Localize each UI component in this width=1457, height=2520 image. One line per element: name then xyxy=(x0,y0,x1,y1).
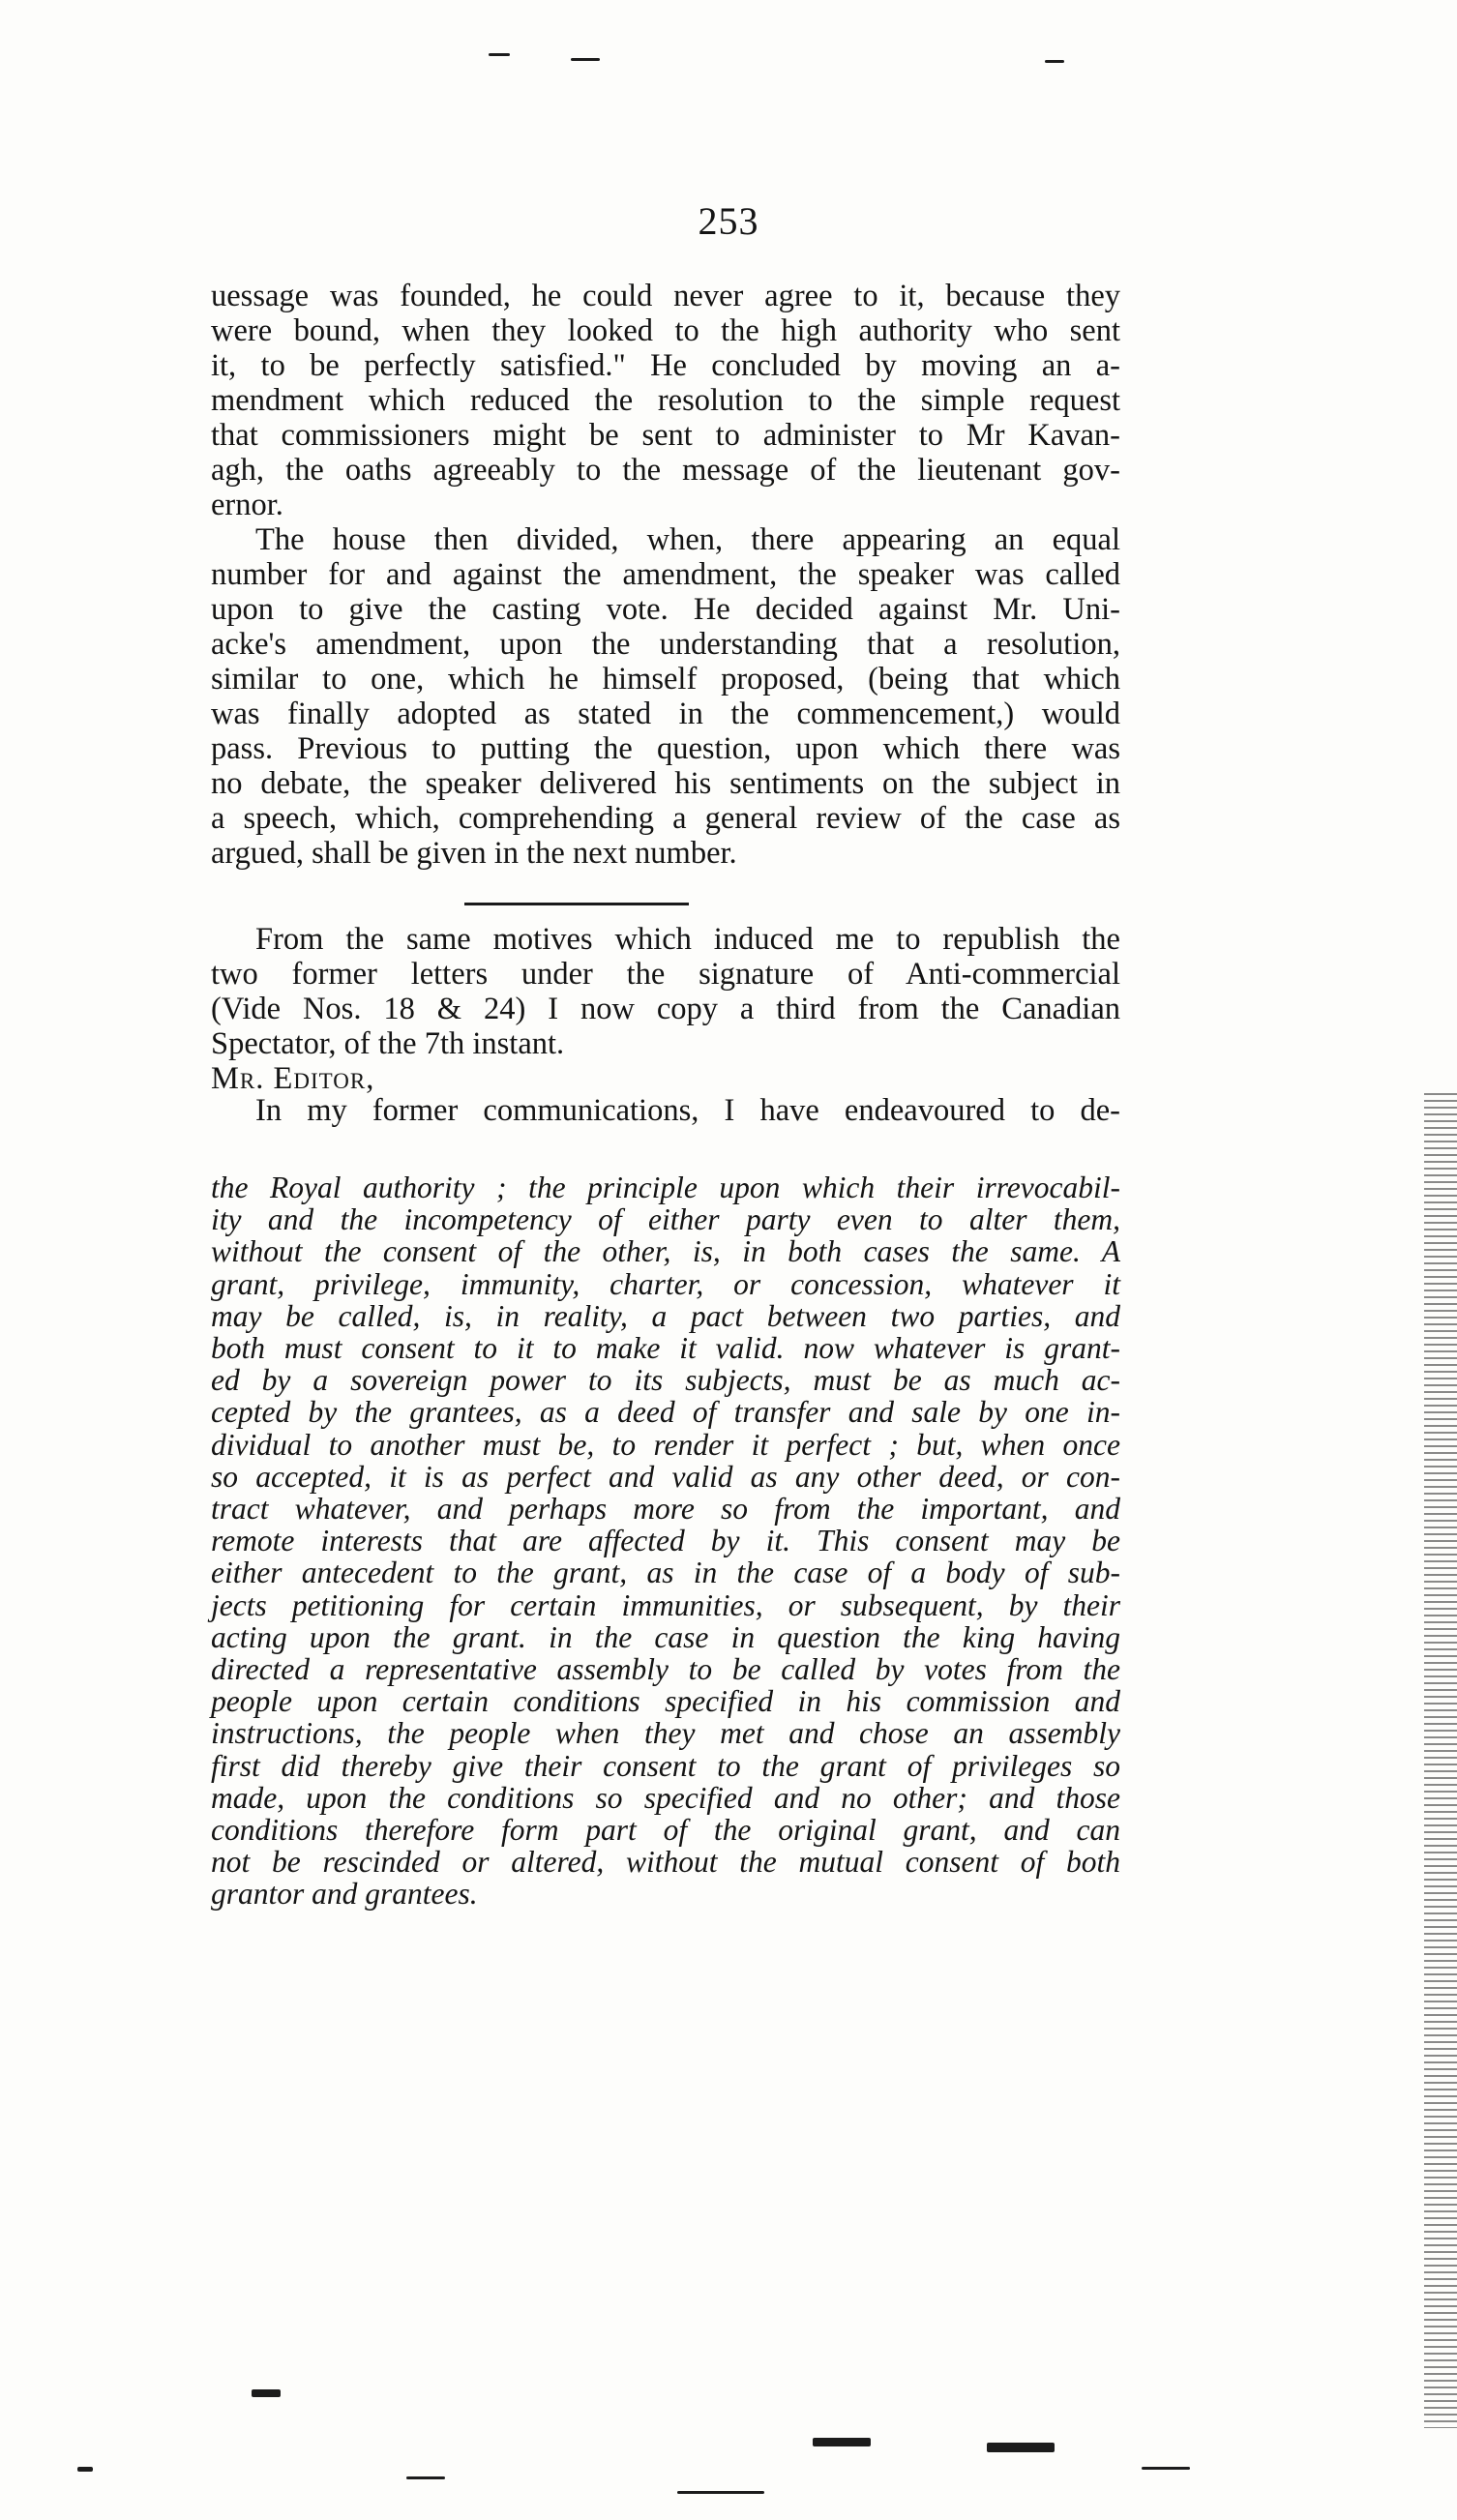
text-line: cepted by the grantees, as a deed of transfer and sale by one in- xyxy=(211,1395,1120,1430)
scan-speck xyxy=(406,2476,445,2479)
text-line: instructions, the people when they met and chose an assembly xyxy=(211,1716,1120,1751)
text-line: The house then divided, when, there appearing an equal xyxy=(255,522,1120,557)
text-line: mendment which reduced the resolution to the simple request xyxy=(211,383,1120,418)
scan-speck xyxy=(1045,60,1064,63)
section-divider-rule xyxy=(464,903,689,905)
text-line: (Vide Nos. 18 & 24) I now copy a third from the Canadian xyxy=(211,992,1120,1026)
text-line: argued, shall be given in the next number. xyxy=(211,836,737,871)
text-line: pass. Previous to putting the question, upon which there was xyxy=(211,731,1120,766)
scan-speck xyxy=(987,2443,1055,2452)
text-line: Spectator, of the 7th instant. xyxy=(211,1026,565,1061)
page-number: 253 xyxy=(698,199,759,243)
text-line: were bound, when they looked to the high authority who sent xyxy=(211,313,1120,348)
text-line: conditions therefore form part of the original grant, and can xyxy=(211,1813,1120,1848)
text-line: ernor. xyxy=(211,488,283,522)
text-line: not be rescinded or altered, without the mutual consent of both xyxy=(211,1845,1120,1880)
text-line: jects petitioning for certain immunities, or subsequent, by their xyxy=(211,1587,1120,1622)
paragraph-republish-note xyxy=(211,922,1120,1061)
scan-binding-edge xyxy=(1424,1093,1457,2428)
scan-speck xyxy=(489,53,510,56)
paragraph-royal-authority xyxy=(211,1171,1120,1911)
scan-speck xyxy=(252,2389,281,2397)
text-line: ed by a sovereign power to its subjects, must be as much ac- xyxy=(211,1363,1120,1398)
text-line: it, to be perfectly satisfied." He concluded by moving an a- xyxy=(211,348,1120,383)
text-line: may be called, is, in reality, a pact between two parties, and xyxy=(211,1298,1120,1333)
salutation-text: Mr. Editor, xyxy=(211,1061,375,1096)
text-line: so accepted, it is as perfect and valid as any other deed, or con- xyxy=(211,1459,1120,1494)
scan-speck xyxy=(677,2491,764,2494)
text-line: tract whatever, and perhaps more so from the important, and xyxy=(211,1492,1120,1527)
text-line: number for and against the amendment, the speaker was called xyxy=(211,557,1120,592)
text-line: remote interests that are affected by it. This consent may be xyxy=(211,1524,1120,1558)
paragraph-house-divided xyxy=(211,522,1120,871)
text-line: the Royal authority ; the principle upon which their irrevocabil- xyxy=(211,1171,1120,1204)
text-line: no debate, the speaker delivered his sentiments on the subject in xyxy=(211,766,1120,801)
text-line: people upon certain conditions specified in his commission and xyxy=(211,1684,1120,1719)
text-line: grant, privilege, immunity, charter, or concession, whatever it xyxy=(211,1266,1120,1301)
text-line: two former letters under the signature of Anti-commercial xyxy=(211,957,1120,992)
text-line: From the same motives which induced me to republish the xyxy=(255,922,1120,957)
text-line: either antecedent to the grant, as in the case of a body of sub- xyxy=(211,1556,1120,1590)
text-line: grantor and grantees. xyxy=(211,1877,478,1912)
text-line: that commissioners might be sent to administer to Mr Kavan- xyxy=(211,418,1120,453)
text-line: acting upon the grant. in the case in question the king having xyxy=(211,1619,1120,1654)
text-line: In my former communications, I have endeavoured to de- xyxy=(255,1093,1120,1128)
text-line: dividual to another must be, to render it perfect ; but, when once xyxy=(211,1427,1120,1462)
text-line: acke's amendment, upon the understanding that a resolution, xyxy=(211,627,1120,662)
text-line: similar to one, which he himself proposed, (being that which xyxy=(211,662,1120,697)
text-line: a speech, which, comprehending a general review of the case as xyxy=(211,801,1120,836)
scan-speck xyxy=(813,2438,871,2446)
text-line: without the consent of the other, is, in both cases the same. A xyxy=(211,1234,1120,1269)
scan-speck xyxy=(1142,2467,1190,2470)
letter-salutation xyxy=(211,1061,1120,1096)
paragraph-continued-message xyxy=(211,279,1120,522)
text-line: ity and the incompetency of either party even to alter them, xyxy=(211,1202,1120,1237)
text-line: both must consent to it to make it valid. now whatever is grant- xyxy=(211,1331,1120,1366)
text-line: directed a representative assembly to be called by votes from the xyxy=(211,1652,1120,1687)
text-line: upon to give the casting vote. He decided against Mr. Uni- xyxy=(211,592,1120,627)
text-line: agh, the oaths agreeably to the message of the lieutenant gov- xyxy=(211,453,1120,488)
text-line: made, upon the conditions so specified and no other; and those xyxy=(211,1780,1120,1815)
paragraph-former-communications xyxy=(211,1093,1120,1128)
scan-speck xyxy=(571,58,600,61)
text-line: first did thereby give their consent to the grant of privileges so xyxy=(211,1748,1120,1783)
text-line: was finally adopted as stated in the commencement,) would xyxy=(211,697,1120,731)
scan-speck xyxy=(77,2467,93,2472)
text-line: uessage was founded, he could never agree to it, because they xyxy=(211,279,1120,313)
